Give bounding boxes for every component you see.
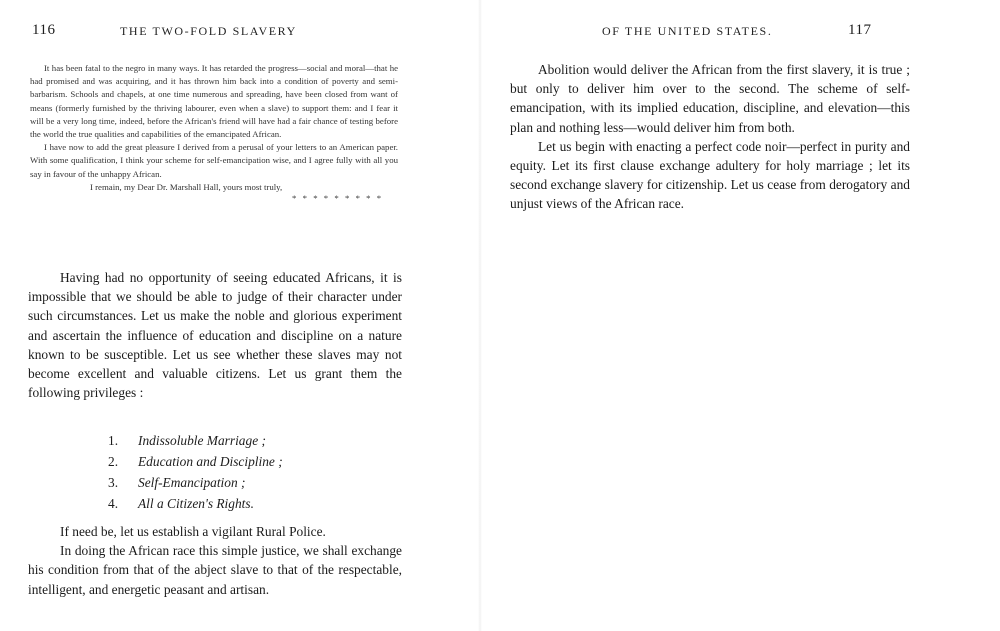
list-number: 2. (108, 454, 119, 469)
list-item (108, 451, 408, 472)
main-text-block (28, 268, 402, 402)
right-running-head: OF THE UNITED STATES. (602, 24, 773, 38)
list-item (108, 493, 408, 514)
list-item (108, 430, 408, 451)
list-number: 4. (108, 496, 119, 511)
list-text: All a Citizen's Rights. (138, 496, 254, 511)
main-text-block-lower (28, 522, 402, 599)
left-page (0, 0, 480, 631)
quoted-letter (30, 62, 398, 203)
paragraph-code-noir: Let us begin with enacting a perfect code noir—perfect in purity and equity. Let its first clause exchange adultery for holy marriage ; let its second exchange slavery for citizenship. Let us cease from derogatory and unjust views of the African race. (510, 138, 910, 212)
left-running-head: THE TWO-FOLD SLAVERY (120, 24, 297, 38)
asterisk-divider: * * * * * * * * * (292, 193, 384, 204)
letter-paragraph-1: It has been fatal to the negro in many ways. It has retarded the progress—social and moral—that he had promised and was acquiring, and it has thrown him back into a condition of poverty and semi-barbarism. Schools and chapels, at one time numerous and spreading, have been closed from want of means (formerly furnished by the thriving labourer, even when a slave) to support them: and I fear it will be a very long time, indeed, before the African's friend will have had a fair chance of testing before the world the true qualities and capabilities of the emancipated African. (30, 63, 398, 140)
list-number: 3. (108, 475, 119, 490)
paragraph-rural-police: If need be, let us establish a vigilant Rural Police. (60, 524, 326, 539)
paragraph-opportunity: Having had no opportunity of seeing educated Africans, it is impossible that we should be able to judge of their character under such circumstances. Let us make the noble and glorious experiment and ascertain the influence of education and discipline on a nature known to be susceptible. Let us see whether these slaves may not become excellent and valuable citizens. Let us grant them the following privileges : (28, 270, 402, 401)
right-page-number: 117 (848, 22, 872, 38)
list-item (108, 472, 408, 493)
right-page (480, 0, 1000, 631)
privileges-list (108, 430, 408, 514)
list-text: Self-Emancipation ; (138, 475, 246, 490)
letter-paragraph-2: I have now to add the great pleasure I derived from a perusal of your letters to an American paper. With some qualification, I think your scheme for self-emancipation wise, and I agree fully with all you say in favour of the unhappy African. (30, 142, 398, 179)
letter-closing: I remain, my Dear Dr. Marshall Hall, yours most truly, (90, 181, 283, 192)
paragraph-justice: In doing the African race this simple justice, we shall exchange his condition from that of the abject slave to that of the respectable, intelligent, and energetic peasant and artisan. (28, 543, 402, 597)
list-text: Indissoluble Marriage ; (138, 433, 266, 448)
list-text: Education and Discipline ; (138, 454, 283, 469)
paragraph-abolition: Abolition would deliver the African from the first slavery, it is true ; but only to deliver him over to the second. The scheme of self-emancipation, with its implied education, discipline, and elevation—this plan and nothing less—would deliver him from both. (510, 62, 910, 135)
left-page-number: 116 (32, 22, 56, 38)
right-text-block (510, 60, 910, 214)
list-number: 1. (108, 433, 119, 448)
